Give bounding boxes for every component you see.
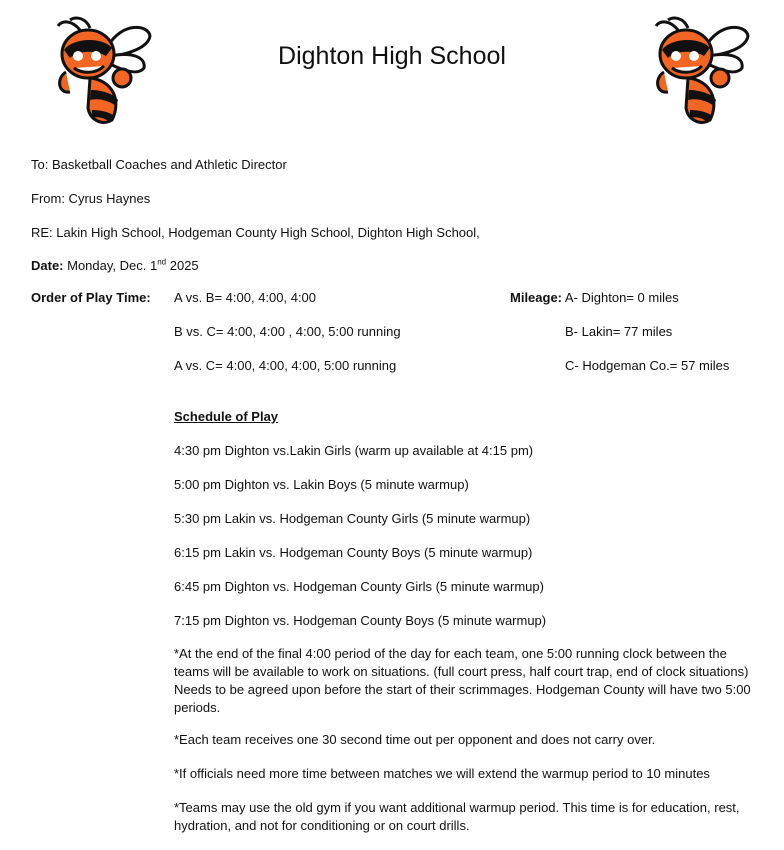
memo-to: To: Basketball Coaches and Athletic Director xyxy=(31,157,287,172)
schedule-heading: Schedule of Play xyxy=(174,409,279,424)
hornet-logo-right xyxy=(648,16,752,126)
schedule-item: 6:15 pm Lakin vs. Hodgeman County Boys (5 minute warmup) xyxy=(174,545,533,560)
schedule-item: 6:45 pm Dighton vs. Hodgeman County Girls (5 minute warmup) xyxy=(174,579,544,594)
hornet-logo-left xyxy=(50,16,154,126)
schedule-item: 4:30 pm Dighton vs.Lakin Girls (warm up available at 4:15 pm) xyxy=(174,443,534,458)
date-year: 2025 xyxy=(166,258,199,273)
order-row: B vs. C= 4:00, 4:00 , 4:00, 5:00 running xyxy=(174,324,401,339)
memo-date xyxy=(31,257,199,274)
date-value: Monday, Dec. 1 xyxy=(63,258,158,273)
hornet-mascot-icon xyxy=(648,16,752,126)
date-label: Date: xyxy=(31,258,64,273)
memo-from: From: Cyrus Haynes xyxy=(31,191,151,206)
mileage-row-a xyxy=(510,289,679,306)
mileage-row-b: B- Lakin= 77 miles xyxy=(565,324,673,339)
note-timeouts: *Each team receives one 30 second time out per opponent and does not carry over. xyxy=(174,732,656,747)
order-of-play-label: Order of Play Time: xyxy=(31,290,151,305)
date-suffix: nd xyxy=(157,257,167,267)
mileage-label: Mileage: xyxy=(510,290,563,305)
schedule-item: 7:15 pm Dighton vs. Hodgeman County Boys (5 minute warmup) xyxy=(174,613,547,628)
note-warmup-extension: *If officials need more time between matches we will extend the warmup period to 10 minutes xyxy=(174,766,710,781)
page-title: Dighton High School xyxy=(278,42,506,70)
memo-re: RE: Lakin High School, Hodgeman County High School, Dighton High School, xyxy=(31,225,480,240)
note-running-clock: *At the end of the final 4:00 period of the day for each team, one 5:00 running clock between the teams will be available to work on situations. (full court press, half court trap, end of clock situations) Needs to be agreed upon before the start of their scrimmages. Hodgeman County will have two 5:00 periods. xyxy=(174,646,751,715)
mileage-row-c: C- Hodgeman Co.= 57 miles xyxy=(565,358,730,373)
schedule-item: 5:30 pm Lakin vs. Hodgeman County Girls (5 minute warmup) xyxy=(174,511,531,526)
order-row: A vs. B= 4:00, 4:00, 4:00 xyxy=(174,290,317,305)
schedule-item: 5:00 pm Dighton vs. Lakin Boys (5 minute warmup) xyxy=(174,477,469,492)
note-old-gym: *Teams may use the old gym if you want additional warmup period. This time is for education, rest, hydration, and not for conditioning or on court drills. xyxy=(174,800,740,833)
hornet-mascot-icon xyxy=(50,16,154,126)
mileage-value: A- Dighton= 0 miles xyxy=(562,290,679,305)
order-row: A vs. C= 4:00, 4:00, 4:00, 5:00 running xyxy=(174,358,397,373)
